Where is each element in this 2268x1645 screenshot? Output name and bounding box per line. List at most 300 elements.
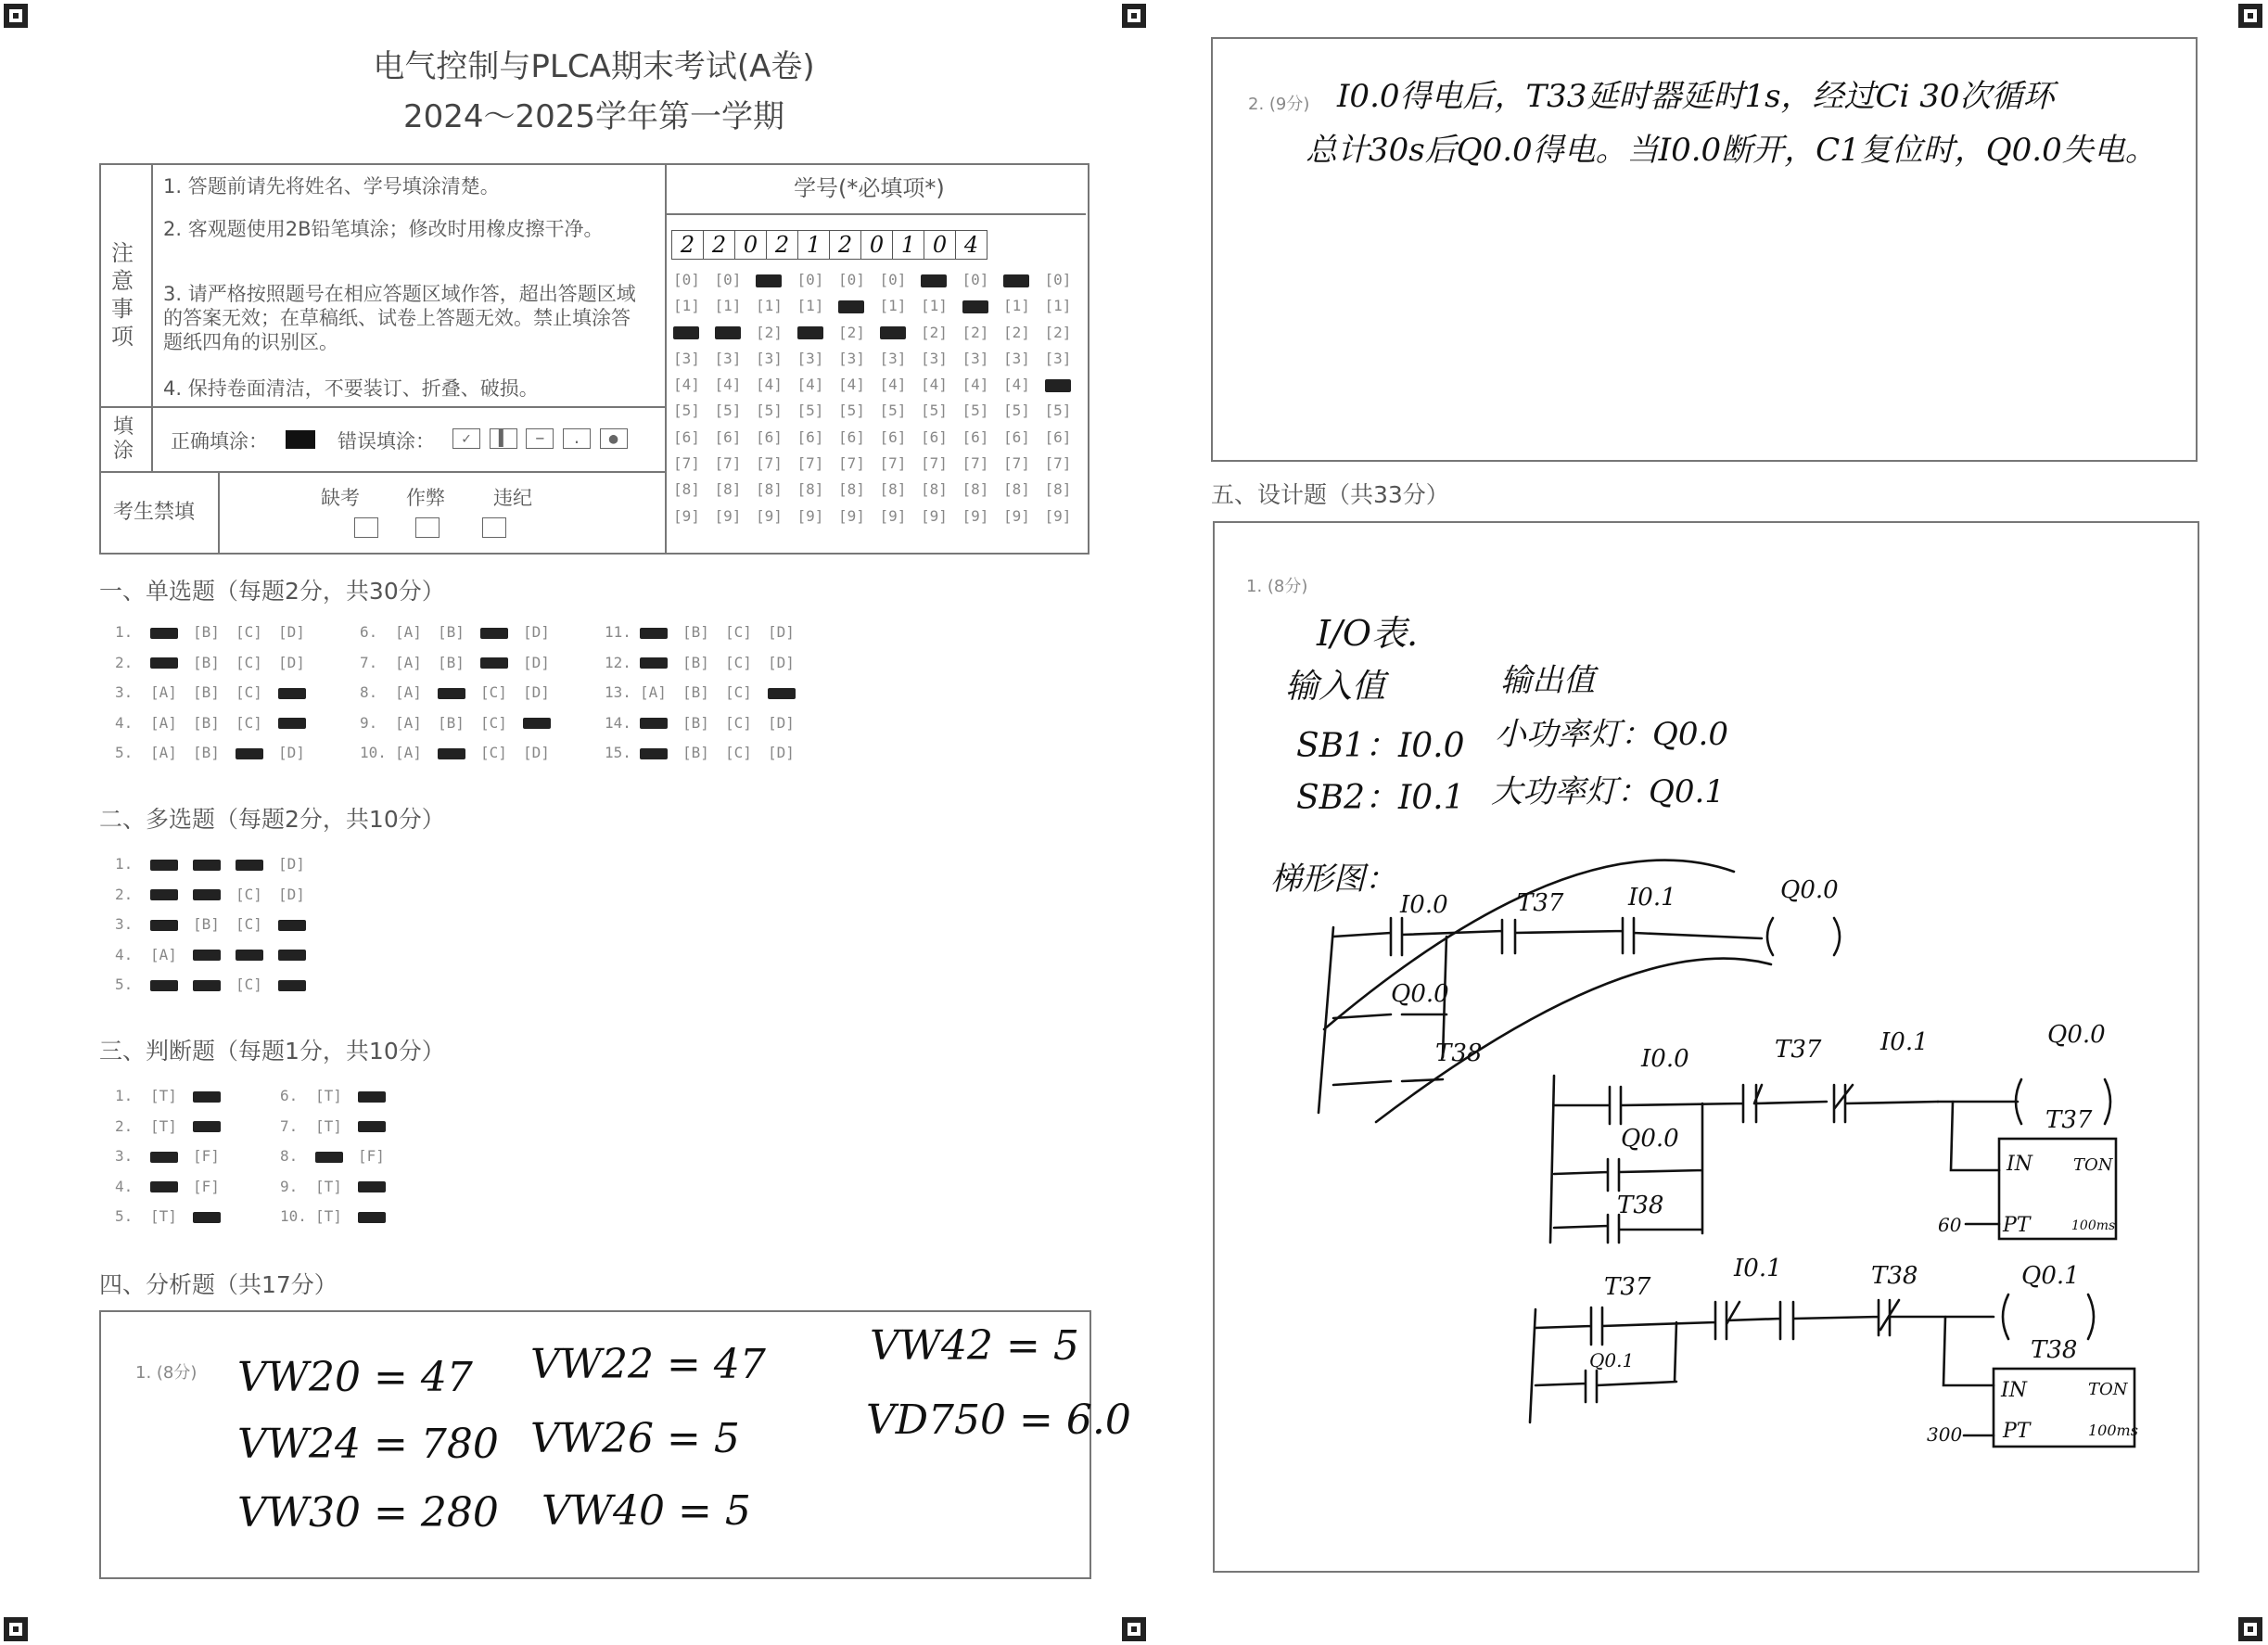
option-bubble[interactable]: [A]: [395, 683, 422, 701]
student-id-bubble[interactable]: [9]: [1044, 506, 1072, 525]
student-id-bubble-filled[interactable]: [715, 324, 757, 341]
option-bubble-filled[interactable]: [150, 654, 193, 671]
student-id-bubble[interactable]: [6]: [756, 427, 783, 446]
fill-mark: [150, 628, 178, 639]
student-id-bubble[interactable]: [6]: [1044, 427, 1072, 446]
answer-row: [115, 1207, 236, 1225]
analysis-answer: VW20 = 47: [237, 1354, 473, 1401]
student-id-bubble[interactable]: [2]: [756, 323, 783, 341]
student-id-bubble[interactable]: [3]: [879, 349, 907, 367]
draft-contact-label: T37: [1517, 889, 1564, 917]
analysis-answer: VW26 = 5: [530, 1415, 740, 1462]
fill-mark: [838, 300, 864, 313]
answer-row: [280, 1117, 401, 1135]
fill-mark: [193, 860, 221, 871]
student-id-bubble[interactable]: [4]: [838, 376, 865, 394]
student-id-bubble[interactable]: [1]: [673, 297, 700, 315]
answer-row: [115, 855, 321, 873]
student-id-digits: [671, 230, 987, 260]
option-bubble[interactable]: [C]: [236, 683, 262, 701]
option-bubble[interactable]: [A]: [395, 713, 422, 732]
option-bubble[interactable]: [C]: [236, 976, 262, 993]
student-id-bubble[interactable]: [8]: [1044, 480, 1072, 499]
ladder-title: 梯形图：: [1270, 861, 1396, 898]
student-id-bubble-row: [673, 454, 1086, 480]
student-id-bubble[interactable]: [5]: [879, 402, 907, 420]
fill-mark: [438, 748, 465, 759]
student-id-bubble[interactable]: [9]: [879, 506, 907, 525]
fill-mark: [640, 628, 668, 639]
student-id-bubble[interactable]: [7]: [1003, 454, 1030, 473]
option-bubble[interactable]: [D]: [768, 713, 795, 732]
option-bubble[interactable]: [F]: [193, 1177, 220, 1195]
option-bubble[interactable]: [B]: [682, 683, 709, 701]
student-id-bubble[interactable]: [2]: [838, 323, 865, 341]
option-bubble[interactable]: [A]: [150, 744, 177, 761]
student-id-bubble[interactable]: [0]: [796, 271, 824, 288]
notes-side-label: 注意事项: [111, 240, 134, 350]
fill-mark: [193, 950, 221, 961]
option-bubble-filled[interactable]: [193, 886, 236, 903]
option-bubble[interactable]: [F]: [358, 1147, 385, 1165]
option-bubble[interactable]: [A]: [395, 623, 422, 641]
student-id-bubble-filled[interactable]: [838, 297, 880, 314]
option-bubble-filled[interactable]: [438, 683, 480, 701]
option-bubble-filled[interactable]: [236, 855, 278, 873]
student-id-bubble[interactable]: [6]: [838, 427, 865, 446]
student-id-bubble[interactable]: [7]: [879, 454, 907, 473]
option-bubble-filled[interactable]: [150, 976, 193, 993]
student-id-bubble[interactable]: [7]: [756, 454, 783, 473]
student-id-bubble[interactable]: [1]: [1003, 297, 1030, 315]
fill-mark: [640, 748, 668, 759]
option-bubble-filled[interactable]: [193, 1117, 236, 1135]
student-id-bubble[interactable]: [7]: [673, 454, 700, 473]
divider: [99, 471, 667, 473]
question-number: 2.: [115, 653, 134, 671]
student-id-bubble[interactable]: [5]: [714, 402, 742, 420]
student-id-bubble[interactable]: [1]: [921, 297, 948, 315]
student-id-bubble-filled[interactable]: [921, 271, 962, 288]
student-id-bubble[interactable]: [3]: [1003, 349, 1030, 367]
student-id-bubble[interactable]: [6]: [1003, 427, 1030, 446]
option-bubble[interactable]: [T]: [150, 1087, 177, 1104]
student-id-bubble[interactable]: [4]: [879, 376, 907, 394]
fill-mark: [193, 980, 221, 991]
cheat-checkbox[interactable]: [415, 517, 440, 538]
option-bubble-filled[interactable]: [150, 855, 193, 873]
option-bubble[interactable]: [T]: [315, 1116, 342, 1135]
option-bubble[interactable]: [C]: [725, 653, 752, 671]
exam-title: 电气控制与PLCA期末考试(A卷): [373, 48, 815, 85]
fill-mark: [193, 1121, 221, 1132]
option-bubble-filled[interactable]: [150, 1178, 193, 1195]
rung1-contact-label: I0.0: [1641, 1045, 1689, 1073]
option-bubble[interactable]: [D]: [523, 744, 550, 761]
answer-row: [115, 623, 321, 641]
fill-mark: [797, 326, 823, 339]
student-id-bubble[interactable]: [9]: [756, 506, 783, 525]
option-bubble[interactable]: [T]: [150, 1116, 177, 1135]
analysis-answer: VW22 = 47: [530, 1341, 766, 1388]
io-table-title: I/O表.: [1317, 613, 1419, 654]
draft-coil-label: Q0.0: [1780, 876, 1839, 904]
option-bubble[interactable]: [C]: [480, 713, 507, 732]
student-id-bubble[interactable]: [1]: [1044, 297, 1072, 315]
student-id-bubble[interactable]: [5]: [673, 402, 700, 420]
option-bubble[interactable]: [C]: [725, 744, 752, 761]
answer-row: [360, 654, 566, 671]
fill-mark: [358, 1121, 386, 1132]
option-bubble-filled[interactable]: [480, 654, 523, 671]
option-bubble-filled[interactable]: [193, 1087, 236, 1104]
draft-contact-label: I0.0: [1400, 891, 1448, 919]
divider: [151, 406, 153, 471]
option-bubble[interactable]: [B]: [438, 623, 465, 641]
option-bubble[interactable]: [D]: [278, 744, 305, 761]
student-id-bubble[interactable]: [6]: [714, 427, 742, 446]
option-bubble-filled[interactable]: [438, 744, 480, 761]
fill-mark: [358, 1212, 386, 1223]
fill-mark: [150, 1152, 178, 1163]
student-id-bubble[interactable]: [9]: [921, 506, 948, 525]
option-bubble-filled[interactable]: [236, 946, 278, 963]
student-id-bubble[interactable]: [5]: [796, 402, 824, 420]
student-id-bubble[interactable]: [7]: [796, 454, 824, 473]
fill-mark: [768, 688, 796, 699]
rung2-contact-label: I0.1: [1734, 1255, 1782, 1282]
option-bubble[interactable]: [D]: [523, 653, 550, 671]
student-id-bubble[interactable]: [3]: [1044, 349, 1072, 367]
question-number: 12.: [605, 653, 631, 671]
fill-mark: [278, 688, 306, 699]
question-number: 1.: [115, 623, 134, 641]
option-bubble[interactable]: [A]: [640, 683, 667, 701]
student-id-bubble[interactable]: [5]: [921, 402, 948, 420]
option-bubble-filled[interactable]: [640, 654, 682, 671]
student-id-bubble-filled[interactable]: [797, 324, 839, 341]
option-bubble-filled[interactable]: [150, 886, 193, 903]
fill-mark: [756, 274, 782, 287]
student-id-bubble[interactable]: [3]: [796, 349, 824, 367]
option-bubble[interactable]: [C]: [480, 744, 507, 761]
student-id-bubble[interactable]: [6]: [962, 427, 989, 446]
student-id-bubble[interactable]: [0]: [714, 271, 742, 288]
student-id-bubble[interactable]: [6]: [796, 427, 824, 446]
rung2-timer-name: T38: [2031, 1336, 2078, 1364]
option-bubble-filled[interactable]: [278, 714, 321, 732]
student-id-bubble-filled[interactable]: [880, 324, 922, 341]
student-id-digit: 2: [830, 231, 861, 259]
student-id-bubble[interactable]: [9]: [962, 506, 989, 525]
option-bubble-filled[interactable]: [193, 1207, 236, 1225]
option-bubble[interactable]: [D]: [523, 683, 550, 701]
output-header: 输出值: [1500, 662, 1595, 699]
option-bubble-filled[interactable]: [358, 1207, 401, 1225]
student-id-bubble[interactable]: [2]: [921, 323, 948, 341]
option-bubble[interactable]: [C]: [725, 623, 752, 641]
option-bubble[interactable]: [T]: [315, 1087, 342, 1104]
student-id-bubble[interactable]: [8]: [1003, 480, 1030, 499]
student-id-bubble[interactable]: [4]: [962, 376, 989, 394]
fill-mark: [193, 889, 221, 900]
input-sb2: SB2：I0.1: [1296, 779, 1465, 817]
student-id-bubble[interactable]: [9]: [673, 506, 700, 525]
option-bubble-filled[interactable]: [768, 683, 810, 701]
option-bubble[interactable]: [D]: [278, 885, 305, 903]
option-bubble[interactable]: [D]: [278, 855, 305, 873]
student-id-bubble-filled[interactable]: [756, 271, 797, 288]
option-bubble[interactable]: [D]: [278, 623, 305, 641]
student-id-bubble[interactable]: [8]: [921, 480, 948, 499]
fill-mark: [640, 718, 668, 729]
student-id-bubble[interactable]: [1]: [879, 297, 907, 315]
option-bubble[interactable]: [B]: [193, 623, 220, 641]
student-id-bubble[interactable]: [4]: [673, 376, 700, 394]
absent-checkbox[interactable]: [354, 517, 378, 538]
option-bubble[interactable]: [T]: [315, 1177, 342, 1195]
question-number: 8.: [360, 683, 378, 701]
student-id-bubble[interactable]: [3]: [838, 349, 865, 367]
option-bubble[interactable]: [B]: [438, 713, 465, 732]
student-id-bubble-row: [673, 480, 1086, 506]
student-id-bubble[interactable]: [2]: [1044, 323, 1072, 341]
question-number: 8.: [280, 1147, 299, 1165]
option-bubble[interactable]: [B]: [193, 713, 220, 732]
student-id-bubble[interactable]: [7]: [838, 454, 865, 473]
registration-mark: [4, 1617, 28, 1641]
answer-row: [115, 976, 321, 993]
option-bubble[interactable]: [D]: [278, 653, 305, 671]
option-bubble[interactable]: [A]: [150, 713, 177, 732]
option-bubble-filled[interactable]: [278, 946, 321, 963]
draft-contact-label: I0.1: [1628, 884, 1676, 912]
section-true-false: 三、判断题（每题1分，共10分）: [99, 1038, 445, 1065]
student-id-bubble-filled[interactable]: [673, 324, 715, 341]
fill-mark: [193, 1212, 221, 1223]
student-id-bubble[interactable]: [5]: [962, 402, 989, 420]
option-bubble[interactable]: [C]: [236, 885, 262, 903]
violation-checkbox[interactable]: [482, 517, 506, 538]
student-id-bubble[interactable]: [0]: [1044, 271, 1072, 288]
fill-mark: [150, 920, 178, 931]
student-id-bubble[interactable]: [9]: [1003, 506, 1030, 525]
rung1-timer-in: IN: [2007, 1153, 2032, 1176]
student-id-bubble[interactable]: [5]: [838, 402, 865, 420]
option-bubble-filled[interactable]: [193, 855, 236, 873]
student-id-bubble[interactable]: [7]: [714, 454, 742, 473]
option-bubble-filled[interactable]: [315, 1147, 358, 1165]
forbidden-option-cheat: 作弊: [406, 487, 445, 509]
student-id-bubble[interactable]: [5]: [756, 402, 783, 420]
question-number: 15.: [605, 744, 631, 761]
student-id-bubble-filled[interactable]: [962, 297, 1004, 314]
student-id-bubble-grid: [673, 271, 1086, 533]
option-bubble[interactable]: [B]: [682, 713, 709, 732]
option-bubble[interactable]: [D]: [768, 623, 795, 641]
student-id-bubble[interactable]: [7]: [962, 454, 989, 473]
student-id-bubble[interactable]: [8]: [673, 480, 700, 499]
student-id-bubble[interactable]: [6]: [673, 427, 700, 446]
option-bubble[interactable]: [F]: [193, 1147, 220, 1165]
option-bubble[interactable]: [B]: [193, 915, 220, 933]
student-id-bubble[interactable]: [0]: [879, 271, 907, 288]
option-bubble[interactable]: [B]: [193, 653, 220, 671]
fill-mark: [880, 326, 906, 339]
option-bubble-filled[interactable]: [278, 915, 321, 933]
student-id-bubble[interactable]: [8]: [796, 480, 824, 499]
option-bubble[interactable]: [B]: [682, 744, 709, 761]
student-id-bubble[interactable]: [9]: [796, 506, 824, 525]
student-id-bubble[interactable]: [4]: [921, 376, 948, 394]
note-item: 2. 客观题使用2B铅笔填涂；修改时用橡皮擦干净。: [163, 218, 604, 240]
note-item: 1. 答题前请先将姓名、学号填涂清楚。: [163, 175, 500, 198]
student-id-bubble[interactable]: [1]: [796, 297, 824, 315]
option-bubble[interactable]: [B]: [193, 744, 220, 761]
answer-row: [605, 744, 810, 761]
option-bubble[interactable]: [C]: [236, 653, 262, 671]
rung1-timer-preset: 60: [1938, 1214, 1962, 1236]
question-number: 10.: [280, 1207, 307, 1225]
rung1-contact-label: T37: [1775, 1036, 1822, 1064]
fill-mark: [358, 1091, 386, 1103]
analysis-answer: VW42 = 5: [870, 1322, 1079, 1370]
option-bubble-filled[interactable]: [150, 1147, 193, 1165]
answer-row: [280, 1207, 401, 1225]
student-id-bubble[interactable]: [8]: [714, 480, 742, 499]
divider: [151, 163, 153, 406]
student-id-bubble-filled[interactable]: [1045, 376, 1087, 393]
option-bubble-filled[interactable]: [480, 623, 523, 641]
student-id-bubble[interactable]: [4]: [1003, 376, 1030, 394]
student-id-bubble[interactable]: [3]: [962, 349, 989, 367]
rung2-coil-label: Q0.1: [2021, 1262, 2080, 1290]
option-bubble[interactable]: [A]: [150, 945, 177, 963]
input-header: 输入值: [1285, 668, 1386, 706]
option-bubble-filled[interactable]: [640, 714, 682, 732]
option-bubble-filled[interactable]: [150, 915, 193, 933]
answer-row: [605, 683, 810, 701]
fill-mark: [236, 950, 263, 961]
option-bubble[interactable]: [D]: [523, 623, 550, 641]
student-id-bubble[interactable]: [3]: [673, 349, 700, 367]
option-bubble-filled[interactable]: [523, 714, 566, 732]
option-bubble[interactable]: [C]: [725, 713, 752, 732]
option-bubble[interactable]: [A]: [150, 683, 177, 701]
student-id-digit: 1: [798, 231, 830, 259]
student-id-bubble[interactable]: [3]: [756, 349, 783, 367]
option-bubble-filled[interactable]: [150, 623, 193, 641]
student-id-bubble[interactable]: [1]: [714, 297, 742, 315]
student-id-bubble[interactable]: [8]: [838, 480, 865, 499]
option-bubble-filled[interactable]: [193, 946, 236, 963]
option-bubble-filled[interactable]: [358, 1178, 401, 1195]
student-id-bubble[interactable]: [0]: [673, 271, 700, 288]
fill-mark: [480, 628, 508, 639]
student-id-bubble[interactable]: [6]: [879, 427, 907, 446]
rung1-contact-label: I0.1: [1880, 1028, 1929, 1056]
option-bubble[interactable]: [C]: [480, 683, 507, 701]
analysis-answer: VW30 = 280: [237, 1489, 499, 1537]
question-number: 5.: [115, 744, 134, 761]
option-bubble[interactable]: [A]: [395, 653, 422, 671]
option-bubble[interactable]: [B]: [438, 653, 465, 671]
student-id-bubble-row: [673, 297, 1086, 323]
option-bubble-filled[interactable]: [193, 976, 236, 993]
fill-mark: [1003, 274, 1029, 287]
student-id-bubble[interactable]: [9]: [714, 506, 742, 525]
student-id-bubble-filled[interactable]: [1003, 271, 1045, 288]
fill-mark: [150, 1181, 178, 1192]
fill-mark: [673, 326, 699, 339]
student-id-bubble[interactable]: [7]: [921, 454, 948, 473]
option-bubble[interactable]: [C]: [236, 713, 262, 732]
option-bubble-filled[interactable]: [278, 976, 321, 993]
student-id-bubble[interactable]: [4]: [796, 376, 824, 394]
student-id-bubble[interactable]: [7]: [1044, 454, 1072, 473]
analysis-answer: VW40 = 5: [542, 1487, 751, 1535]
student-id-bubble-row: [673, 402, 1086, 427]
student-id-bubble[interactable]: [8]: [962, 480, 989, 499]
option-bubble-filled[interactable]: [236, 744, 278, 761]
option-bubble[interactable]: [D]: [768, 744, 795, 761]
answer-row: [360, 744, 566, 761]
student-id-bubble[interactable]: [5]: [1003, 402, 1030, 420]
fill-mark: [150, 980, 178, 991]
student-id-bubble[interactable]: [9]: [838, 506, 865, 525]
option-bubble[interactable]: [T]: [315, 1207, 342, 1225]
option-bubble[interactable]: [A]: [395, 744, 422, 761]
student-id-bubble[interactable]: [2]: [962, 323, 989, 341]
wrong-fill-samples: ✓ ▌ − . ●: [452, 428, 628, 449]
student-id-bubble[interactable]: [8]: [756, 480, 783, 499]
answer-row: [115, 744, 321, 761]
option-bubble-filled[interactable]: [640, 744, 682, 761]
option-bubble[interactable]: [C]: [236, 623, 262, 641]
registration-mark: [2238, 1617, 2262, 1641]
student-id-bubble[interactable]: [4]: [714, 376, 742, 394]
option-bubble[interactable]: [B]: [682, 623, 709, 641]
option-bubble-filled[interactable]: [640, 623, 682, 641]
student-id-bubble[interactable]: [6]: [921, 427, 948, 446]
option-bubble-filled[interactable]: [358, 1087, 401, 1104]
option-bubble[interactable]: [C]: [725, 683, 752, 701]
student-id-bubble[interactable]: [8]: [879, 480, 907, 499]
student-id-bubble[interactable]: [1]: [756, 297, 783, 315]
student-id-digit: 1: [893, 231, 924, 259]
option-bubble[interactable]: [B]: [682, 653, 709, 671]
option-bubble[interactable]: [D]: [768, 653, 795, 671]
student-id-bubble[interactable]: [0]: [962, 271, 989, 288]
student-id-bubble[interactable]: [3]: [921, 349, 948, 367]
option-bubble-filled[interactable]: [358, 1117, 401, 1135]
option-bubble-filled[interactable]: [278, 683, 321, 701]
student-id-bubble[interactable]: [3]: [714, 349, 742, 367]
option-bubble[interactable]: [B]: [193, 683, 220, 701]
option-bubble[interactable]: [C]: [236, 915, 262, 933]
answer-row: [360, 623, 566, 641]
question-number: 4.: [115, 713, 134, 732]
option-bubble[interactable]: [T]: [150, 1207, 177, 1225]
student-id-bubble[interactable]: [2]: [1003, 323, 1030, 341]
student-id-bubble[interactable]: [4]: [756, 376, 783, 394]
student-id-bubble[interactable]: [5]: [1044, 402, 1072, 420]
question-number: 4.: [115, 1177, 134, 1195]
output-q00: 小功率灯：Q0.0: [1495, 716, 1728, 753]
answer-row: [115, 654, 321, 671]
answer-row: [115, 915, 321, 933]
student-id-bubble[interactable]: [0]: [838, 271, 865, 288]
